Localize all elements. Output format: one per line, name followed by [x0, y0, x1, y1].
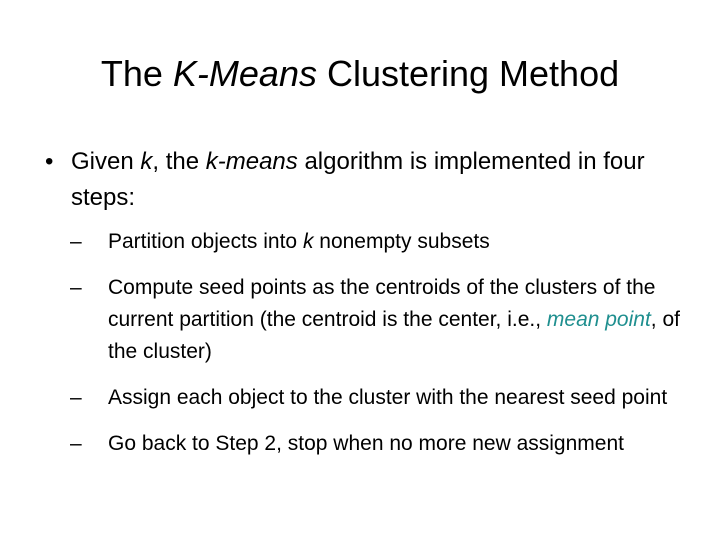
- step-text: Assign each object to the cluster with the nearest seed point: [108, 386, 668, 409]
- step-text: [108, 226, 690, 258]
- bullet-marker: •: [45, 148, 54, 175]
- step-text-part: nonempty subsets: [313, 230, 490, 253]
- step-item: [70, 226, 690, 258]
- step-text-part: Compute seed points as the centroids of the clusters of the current partition (the centroid is the center, i.e.,: [108, 276, 656, 331]
- slide-title: [0, 52, 720, 96]
- main-bullet: [45, 144, 665, 216]
- bullet-text-part: , the: [152, 148, 206, 175]
- step-item: [70, 382, 690, 414]
- mean-point-highlight: mean point: [546, 308, 651, 331]
- bullet-text-part: algorithm is implemented in four steps:: [71, 148, 645, 211]
- step-text: [108, 272, 690, 368]
- step-dash: –: [70, 386, 82, 409]
- title-suffix: Clustering Method: [316, 53, 620, 94]
- step-dash: –: [70, 276, 82, 299]
- step-text: Go back to Step 2, stop when no more new assignment: [108, 432, 624, 455]
- step-k-italic: k: [302, 230, 314, 253]
- step-item: [70, 272, 690, 368]
- bullet-text-part: Given: [71, 148, 141, 175]
- bullet-k-italic: k: [140, 148, 153, 175]
- step-text-part: , of the cluster): [108, 308, 680, 363]
- steps-list: [70, 226, 690, 474]
- step-dash: –: [70, 432, 82, 455]
- main-bullet-text: [71, 144, 665, 216]
- title-prefix: The: [100, 53, 173, 94]
- step-text-part: Partition objects into: [108, 230, 303, 253]
- step-dash: –: [70, 230, 82, 253]
- bullet-kmeans-italic: k-means: [205, 148, 298, 175]
- step-item: [70, 428, 690, 460]
- title-emphasis: K-Means: [172, 53, 317, 94]
